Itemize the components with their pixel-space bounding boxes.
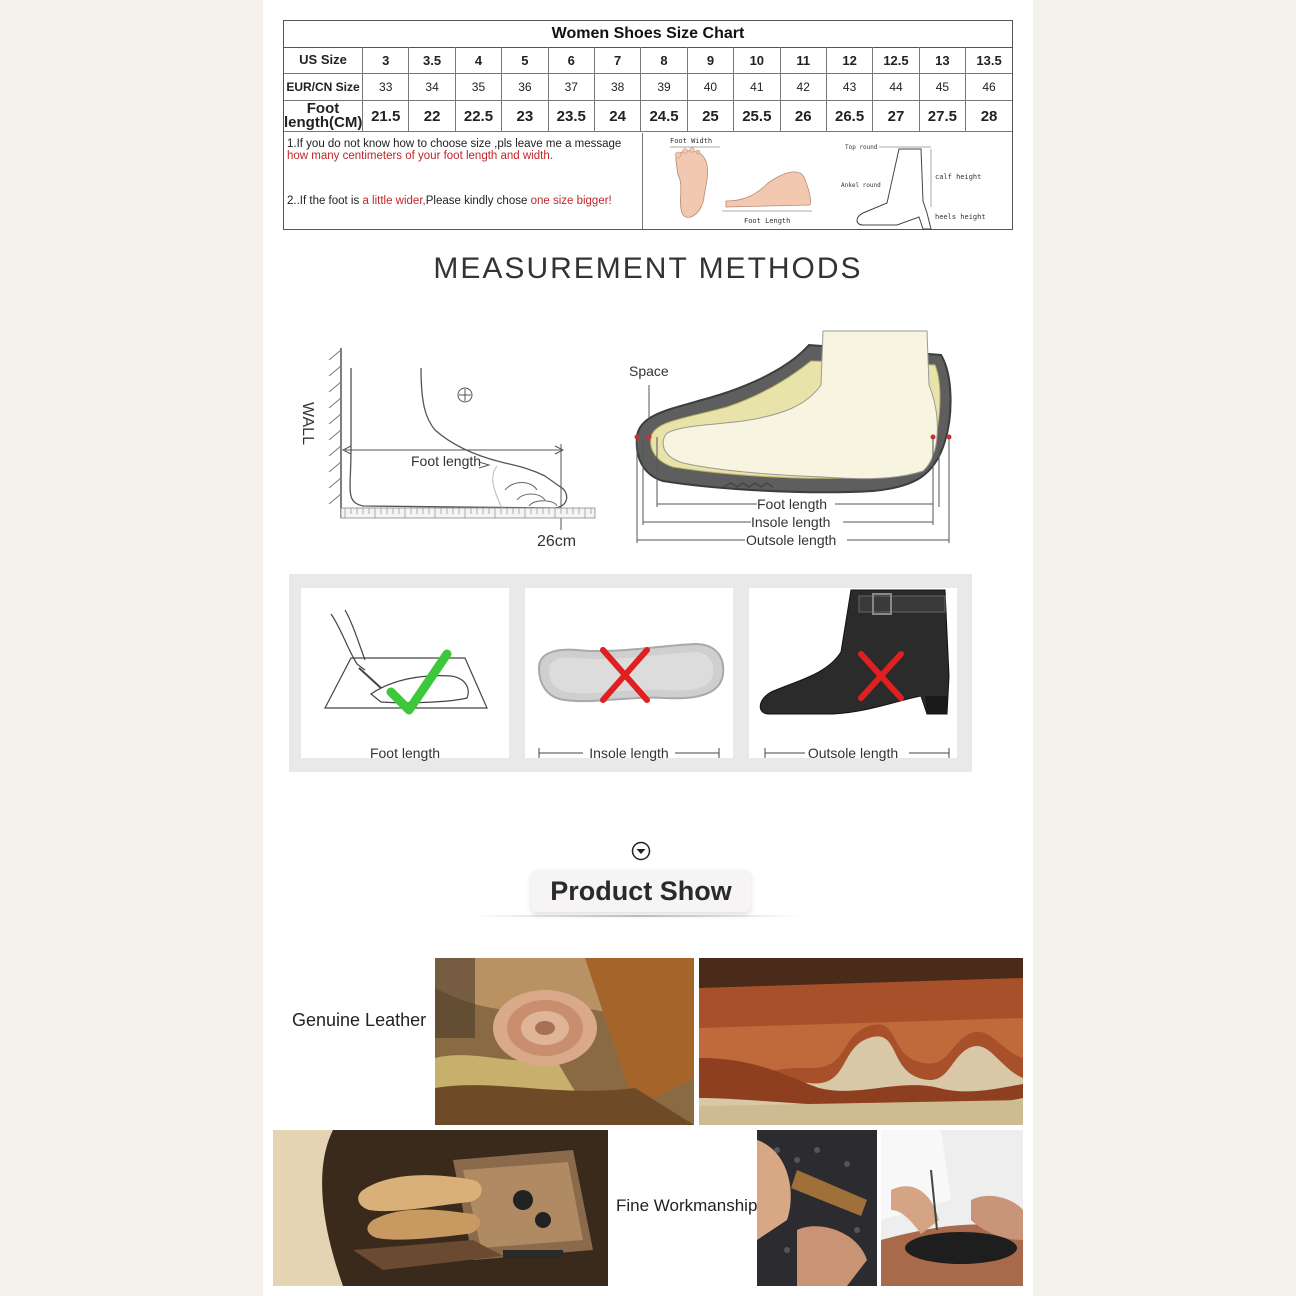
us-size-cell: 12 bbox=[826, 47, 872, 74]
foot-length-cell: 25 bbox=[687, 101, 733, 132]
note-1-text: 1.If you do not know how to choose size ,pls leave me a message bbox=[287, 138, 622, 150]
us-size-cell: 5 bbox=[502, 47, 548, 74]
foot-tracing-illustration bbox=[301, 588, 509, 738]
foot-length-cell: 27 bbox=[873, 101, 919, 132]
eur-size-cell: 38 bbox=[594, 74, 640, 101]
us-size-cell: 6 bbox=[548, 47, 594, 74]
ankle-round-label: Ankel round bbox=[841, 182, 881, 189]
leather-sheets-photo bbox=[699, 958, 1023, 1125]
eur-size-cell: 35 bbox=[455, 74, 501, 101]
eur-size-cell: 45 bbox=[919, 74, 965, 101]
shoe-insole-length-label: Insole length bbox=[751, 514, 831, 530]
panel-outsole-length bbox=[749, 588, 957, 761]
eur-size-cell: 36 bbox=[502, 74, 548, 101]
row-header-us: US Size bbox=[284, 47, 363, 74]
heel-height-label: heels height bbox=[935, 213, 986, 221]
us-size-cell: 10 bbox=[734, 47, 780, 74]
foot-length-cell: 22.5 bbox=[455, 101, 501, 132]
foot-measure-illustration bbox=[664, 135, 824, 229]
eur-size-cell: 44 bbox=[873, 74, 919, 101]
panel-label-foot-length: Foot length bbox=[369, 745, 441, 761]
boot-measure-illustration bbox=[839, 141, 1009, 231]
note-2-mid: Please kindly chose bbox=[425, 195, 531, 207]
size-table bbox=[284, 47, 1012, 132]
wall-label: WALL bbox=[299, 402, 316, 445]
measurement-comparison-panels bbox=[289, 574, 972, 772]
us-size-cell: 9 bbox=[687, 47, 733, 74]
shoe-cross-section-diagram bbox=[623, 325, 998, 555]
leather-rolls-photo bbox=[435, 958, 694, 1125]
us-size-cell: 13 bbox=[919, 47, 965, 74]
chevron-down-icon bbox=[631, 841, 651, 861]
note-2-red-2: one size bigger! bbox=[530, 195, 612, 207]
measurement-methods-title: MEASUREMENT METHODS bbox=[433, 252, 863, 285]
foot-length-illus-label: Foot Length bbox=[744, 217, 791, 225]
eur-size-cell: 39 bbox=[641, 74, 687, 101]
panel-insole-length bbox=[525, 588, 733, 761]
us-size-cell: 12.5 bbox=[873, 47, 919, 74]
note-2-red-1: a little wider, bbox=[362, 195, 426, 207]
space-label: Space bbox=[629, 363, 669, 379]
us-size-row bbox=[284, 47, 1012, 74]
insole-illustration bbox=[525, 588, 733, 738]
calf-height-label: calf height bbox=[935, 173, 982, 181]
row-header-eur: EUR/CN Size bbox=[284, 74, 363, 101]
foot-length-row bbox=[284, 101, 1012, 132]
foot-length-cell: 23.5 bbox=[548, 101, 594, 132]
shoe-outsole-length-label: Outsole length bbox=[746, 532, 837, 548]
row-header-foot: Foot length(CM) bbox=[284, 100, 363, 131]
foot-length-cell: 27.5 bbox=[919, 101, 965, 132]
product-description-page bbox=[263, 0, 1033, 1296]
caption-genuine-leather: Genuine Leather bbox=[292, 1010, 427, 1030]
foot-width-label: Foot Width bbox=[670, 137, 713, 145]
hand-stitching-photo bbox=[881, 1130, 1023, 1286]
eur-size-cell: 42 bbox=[780, 74, 826, 101]
note-2 bbox=[287, 195, 612, 207]
caption-fine-workmanship: Fine Workmanship bbox=[616, 1196, 758, 1215]
foot-length-cell: 26 bbox=[780, 101, 826, 132]
eur-size-cell: 40 bbox=[687, 74, 733, 101]
top-round-label: Top round bbox=[845, 144, 878, 151]
foot-length-cell: 24 bbox=[594, 101, 640, 132]
us-size-cell: 3 bbox=[363, 47, 409, 74]
note-2-prefix: 2..If the foot is bbox=[287, 195, 363, 207]
shoemaking-tools-photo bbox=[273, 1130, 608, 1286]
ankle-boot-illustration bbox=[749, 588, 957, 738]
note-1-red: how many centimeters of your foot length and width. bbox=[287, 150, 553, 162]
hammer-craft-photo bbox=[757, 1130, 877, 1286]
eur-size-cell: 33 bbox=[363, 74, 409, 101]
foot-length-cell: 21.5 bbox=[363, 101, 409, 132]
shoe-foot-length-label: Foot length bbox=[757, 496, 828, 512]
eur-size-cell: 46 bbox=[966, 74, 1012, 101]
foot-length-cell: 25.5 bbox=[734, 101, 780, 132]
eur-size-cell: 34 bbox=[409, 74, 455, 101]
ruler-value-label: 26cm bbox=[537, 533, 577, 550]
us-size-cell: 11 bbox=[780, 47, 826, 74]
us-size-cell: 7 bbox=[594, 47, 640, 74]
wall-foot-length-label: Foot length bbox=[411, 453, 482, 469]
foot-length-cell: 23 bbox=[502, 101, 548, 132]
eur-size-cell: 43 bbox=[826, 74, 872, 101]
size-chart-title: Women Shoes Size Chart bbox=[284, 21, 1012, 48]
us-size-cell: 8 bbox=[641, 47, 687, 74]
size-chart bbox=[283, 20, 1013, 230]
us-size-cell: 13.5 bbox=[966, 47, 1012, 74]
foot-length-cell: 28 bbox=[966, 101, 1012, 132]
product-show-title: Product Show bbox=[531, 870, 751, 912]
eur-size-cell: 37 bbox=[548, 74, 594, 101]
panel-label-insole-length: Insole length bbox=[589, 745, 669, 761]
note-1 bbox=[287, 138, 621, 162]
panel-foot-length bbox=[301, 588, 509, 761]
us-size-cell: 4 bbox=[455, 47, 501, 74]
wall-measure-diagram bbox=[293, 340, 613, 555]
eur-size-cell: 41 bbox=[734, 74, 780, 101]
foot-length-cell: 26.5 bbox=[826, 101, 872, 132]
foot-length-cell: 22 bbox=[409, 101, 455, 132]
foot-length-cell: 24.5 bbox=[641, 101, 687, 132]
panel-label-outsole-length: Outsole length bbox=[807, 745, 899, 761]
size-notes bbox=[284, 133, 643, 229]
us-size-cell: 3.5 bbox=[409, 47, 455, 74]
eur-size-row bbox=[284, 74, 1012, 101]
title-underline bbox=[473, 915, 803, 917]
